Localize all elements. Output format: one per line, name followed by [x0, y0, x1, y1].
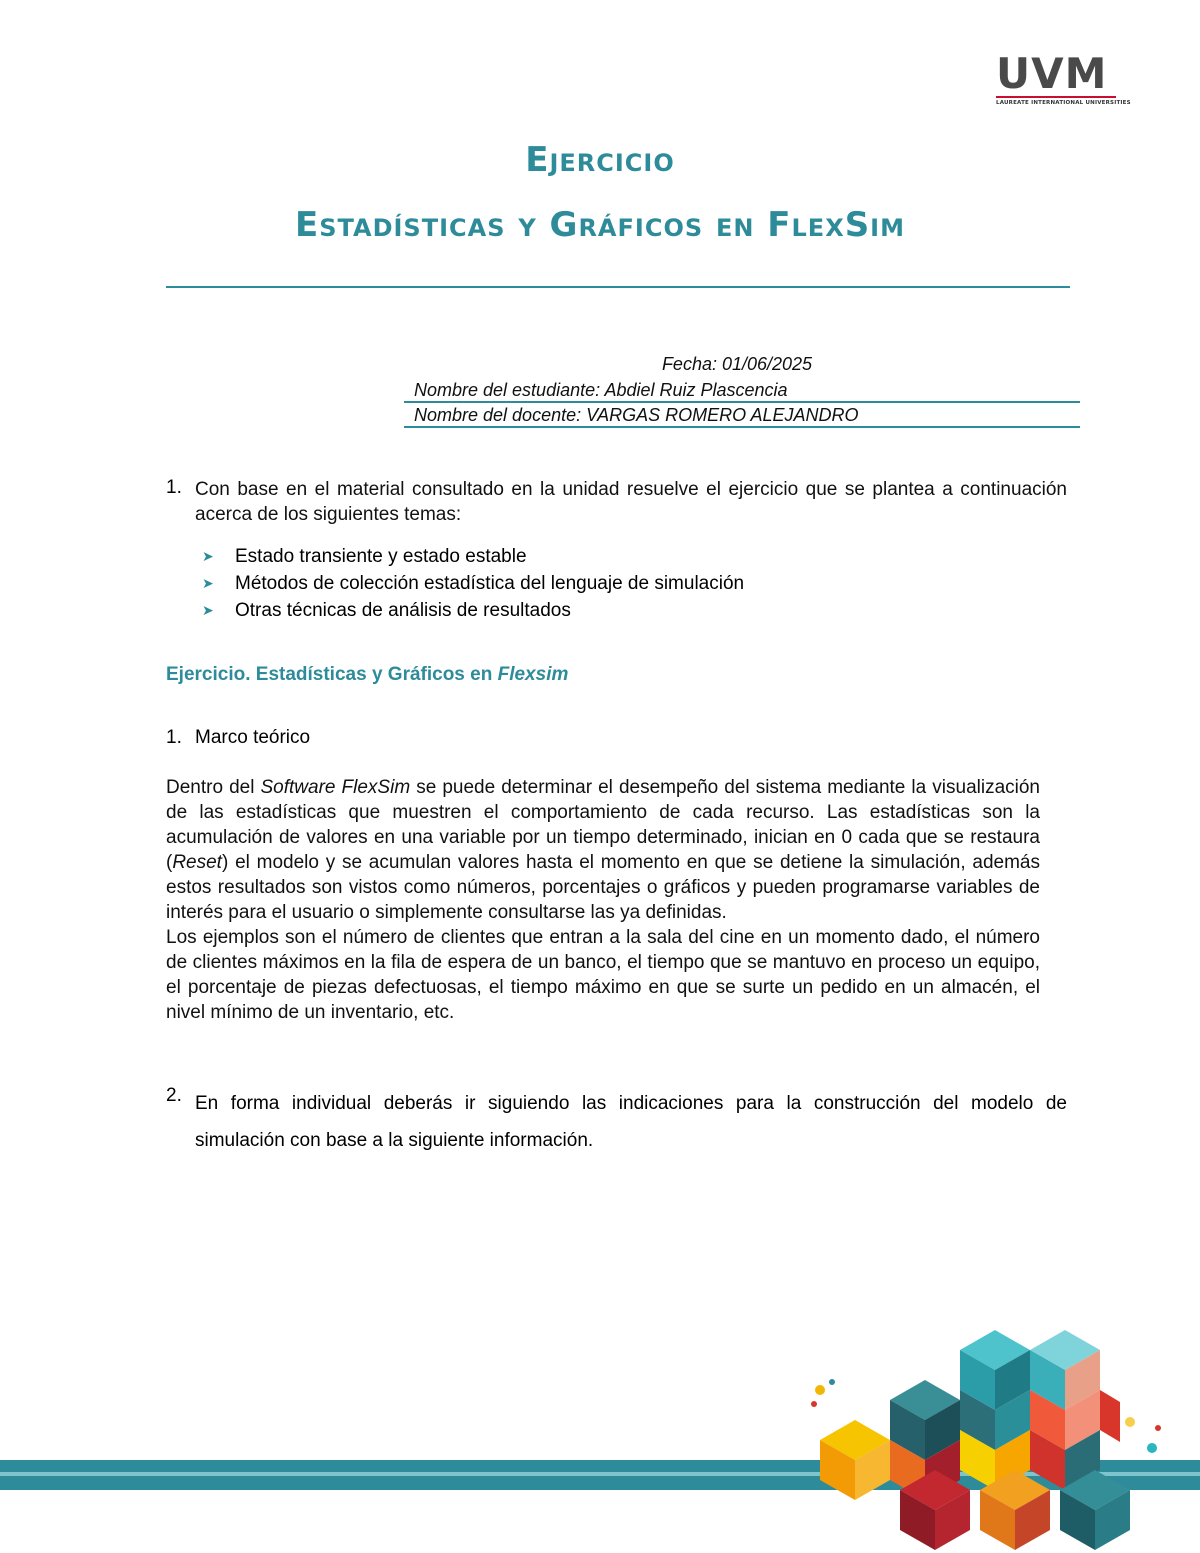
q2-text: En forma individual deberás ir siguiendo las indicaciones para la construcción del modelo de simulación con base a la siguiente información. — [195, 1093, 1067, 1151]
teacher-name-field: Nombre del docente: VARGAS ROMERO ALEJANDRO — [404, 404, 1080, 428]
decorative-cubes-graphic — [790, 1330, 1180, 1553]
logo-mark: UVM — [996, 49, 1108, 98]
list-item-text: Estado transiente y estado estable — [235, 546, 527, 567]
dot — [1147, 1443, 1157, 1453]
marco-heading: Marco teórico — [195, 727, 311, 748]
q2-number: 2. — [166, 1085, 182, 1106]
list-item — [202, 570, 744, 597]
title-divider — [166, 286, 1070, 288]
dot — [815, 1385, 825, 1395]
arrow-bullet-icon: ➤ — [202, 602, 214, 618]
list-item — [202, 597, 744, 624]
list-item — [202, 543, 744, 570]
logo-tagline: LAUREATE INTERNATIONAL UNIVERSITIES — [996, 96, 1116, 106]
list-item-text: Métodos de colección estadística del lenguaje de simulación — [235, 573, 745, 594]
section-heading-text: Ejercicio. Estadísticas y Gráficos en — [166, 664, 498, 685]
dot — [1155, 1425, 1161, 1431]
theory-p1-b: se puede determinar el desempeño del sistema mediante la visualización de las estadísticas que muestren el comportamiento de cada recurso. Las estadísticas son la acumulación de valores en una variable por un tiempo determinado, inician en 0 cada que se restaura ( — [166, 777, 1040, 873]
list-item-text: Otras técnicas de análisis de resultados — [235, 600, 571, 621]
topics-list — [202, 543, 744, 624]
cube-face — [1100, 1390, 1120, 1442]
theory-text — [166, 775, 1040, 1025]
student-name-field: Nombre del estudiante: Abdiel Ruiz Plascencia — [404, 379, 1080, 403]
marco-number: 1. — [166, 727, 182, 748]
q1-number: 1. — [166, 477, 182, 498]
theory-p1-c: ) el modelo y se acumulan valores hasta el momento en que se detiene la simulación, además estos resultados son vistos como números, porcentajes o gráficos y pueden programarse variables de interés para el usuario o simplemente consultarse las ya definidas. — [166, 852, 1040, 923]
fecha-field: Fecha: 01/06/2025 — [661, 354, 813, 374]
theory-p1-reset: Reset — [172, 852, 222, 873]
arrow-bullet-icon: ➤ — [202, 548, 214, 564]
dot — [1125, 1417, 1135, 1427]
page-subtitle: Estadísticas y Gráficos en FlexSim — [294, 205, 905, 245]
theory-paragraph-1 — [166, 775, 1040, 925]
dot — [829, 1379, 835, 1385]
dot — [811, 1401, 817, 1407]
theory-paragraph-2: Los ejemplos son el número de clientes que entran a la sala del cine en un momento dado, el número de clientes máximos en la fila de espera de un banco, el tiempo que se mantuvo en proceso un equipo, el porcentaje de piezas defectuosas, el tiempo máximo en que se surte un pedido en un almacén, el nivel mínimo de un inventario, etc. — [166, 927, 1040, 1023]
arrow-bullet-icon: ➤ — [202, 575, 214, 591]
section-heading-italic: Flexsim — [497, 664, 569, 685]
page-title: Ejercicio — [525, 140, 675, 180]
section-heading — [166, 664, 568, 686]
uvm-logo — [996, 49, 1131, 108]
theory-p1-italic: Software FlexSim — [260, 777, 411, 798]
q1-text: Con base en el material consultado en la unidad resuelve el ejercicio que se plantea a continuación acerca de los siguientes temas: — [195, 479, 1067, 525]
theory-p1-a: Dentro del — [166, 777, 261, 798]
